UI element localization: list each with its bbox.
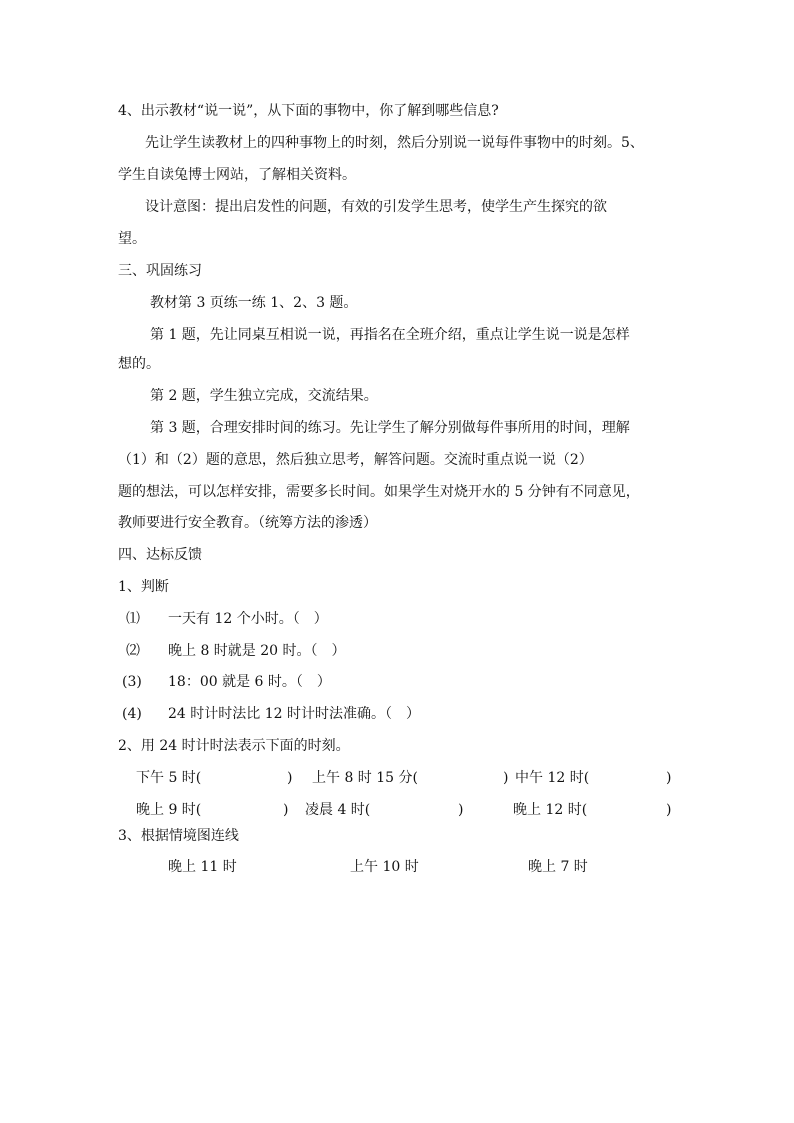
section3-q3-line1: 第 3 题，合理安排时间的练习。先让学生了解分别做每件事所用的时间，理解	[150, 420, 630, 436]
section3-intro: 教材第 3 页练一练 1、2、3 题。	[150, 295, 358, 311]
section3-q2: 第 2 题，学生独立完成，交流结果。	[150, 388, 378, 404]
convert-close-paren: )	[287, 770, 293, 786]
convert-label: 晚上 9 时(	[136, 802, 202, 818]
convert-close-paren: )	[283, 802, 289, 818]
convert-label: 上午 8 时 15 分(	[312, 770, 418, 786]
section4-heading: 四、达标反馈	[118, 547, 202, 563]
section3-q1-line2: 想的。	[118, 356, 160, 372]
design-intent-line1: 设计意图：提出启发性的问题，有效的引发学生思考，使学生产生探究的欲	[145, 199, 607, 215]
match-title: 3、根据情境图连线	[118, 828, 239, 844]
paragraph-step4-detail-line1: 先让学生读教材上的四种事物上的时刻，然后分别说一说每件事物中的时刻。5、	[145, 135, 644, 151]
judge-item-text: 18：00 就是 6 时。（ ）	[168, 674, 331, 690]
convert-close-paren: )	[666, 770, 672, 786]
section3-q3-line2: （1）和（2）题的意思，然后独立思考，解答问题。交流时重点说一说（2）	[118, 452, 593, 468]
judge-item-text: 晚上 8 时就是 20 时。（ ）	[168, 643, 346, 659]
match-item: 上午 10 时	[350, 859, 419, 875]
match-item: 晚上 11 时	[168, 859, 237, 875]
section3-q1-line1: 第 1 题，先让同桌互相说一说，再指名在全班介绍，重点让学生说一说是怎样	[150, 327, 630, 343]
convert-close-paren: )	[666, 802, 672, 818]
judge-item-number: ⑴	[126, 611, 140, 627]
paragraph-step4-detail-line2: 学生自读兔博士网站，了解相关资料。	[118, 167, 356, 183]
judge-item-number: (4)	[122, 706, 142, 722]
convert-label: 下午 5 时(	[136, 770, 202, 786]
convert-title: 2、用 24 时计时法表示下面的时刻。	[118, 738, 350, 754]
judge-item-number: (3)	[122, 674, 142, 690]
section3-q3-line4: 教师要进行安全教育。（统筹方法的渗透）	[118, 515, 377, 531]
convert-close-paren: )	[458, 802, 464, 818]
section3-q3-line3: 题的想法，可以怎样安排，需要多长时间。如果学生对烧开水的 5 分钟有不同意见，	[118, 484, 640, 500]
design-intent-line2: 望。	[118, 231, 146, 247]
convert-label: 中午 12 时(	[515, 770, 590, 786]
judge-item-text: 一天有 12 个小时。（ ）	[168, 611, 328, 627]
section3-heading: 三、巩固练习	[118, 263, 202, 279]
judge-item-text: 24 时计时法比 12 时计时法准确。（ ）	[168, 706, 420, 722]
paragraph-step4: 4、出示教材“说一说”，从下面的事物中，你了解到哪些信息?	[118, 103, 499, 119]
match-item: 晚上 7 时	[528, 859, 588, 875]
convert-label: 晚上 12 时(	[513, 802, 588, 818]
judge-title: 1、判断	[118, 579, 169, 595]
judge-item-number: ⑵	[126, 643, 140, 659]
convert-label: 凌晨 4 时(	[305, 802, 371, 818]
convert-close-paren: )	[503, 770, 509, 786]
